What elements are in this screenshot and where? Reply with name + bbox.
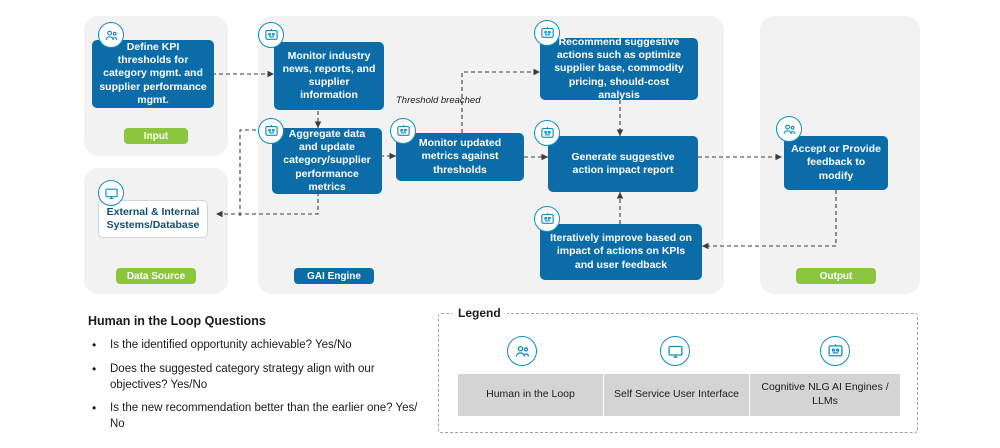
node-recommend-actions[interactable] [540, 38, 698, 100]
node-monitor-industry-label: Monitor industry news, reports, and supplier information [282, 49, 376, 102]
cognitive-ai-engine-icon [258, 22, 284, 48]
node-aggregate-data-label: Aggregate data and update category/supplier performance metrics [283, 128, 371, 193]
node-monitor-industry[interactable] [274, 42, 384, 110]
node-accept-feedback[interactable] [784, 136, 888, 190]
node-generate-report[interactable] [548, 136, 698, 192]
node-monitor-updated-metrics[interactable] [396, 133, 524, 181]
cognitive-ai-engine-icon-6 [534, 206, 560, 232]
node-iteratively-improve-label: Iteratively improve based on impact of actions on KPIs and user feedback [550, 232, 692, 271]
human-in-the-loop-icon [98, 22, 124, 48]
node-aggregate-data[interactable] [272, 128, 382, 194]
tag-input-label: Input [143, 130, 169, 142]
legend-label-ai: Cognitive NLG AI Engines / LLMs [750, 374, 900, 416]
cognitive-ai-engine-icon-5 [534, 120, 560, 146]
legend-label-ui: Self Service User Interface [604, 374, 750, 416]
hitl-question-2: Is the new recommendation better than the earlier one? Yes/ No [110, 402, 418, 430]
human-in-the-loop-icon-2 [776, 116, 802, 142]
tag-gai-engine [294, 268, 374, 284]
hitl-bullet-1: • [92, 362, 97, 376]
cognitive-ai-engine-icon-3 [390, 118, 416, 144]
legend-cognitive-ai-engine-icon [820, 336, 850, 366]
hitl-bullet-0: • [92, 338, 97, 352]
node-generate-report-label: Generate suggestive action impact report [571, 150, 675, 176]
node-external-systems-label: External & Internal Systems/Database [106, 205, 200, 231]
edge-label-threshold-breached: Threshold breached [396, 95, 481, 106]
tag-output-label: Output [819, 270, 853, 282]
hitl-title: Human in the Loop Questions [88, 314, 266, 328]
tag-data-source [116, 268, 196, 284]
tag-output [796, 268, 876, 284]
tag-input [124, 128, 188, 144]
legend-title: Legend [452, 306, 507, 320]
node-monitor-updated-metrics-label: Monitor updated metrics against thresholds [418, 137, 502, 176]
node-iteratively-improve[interactable] [540, 224, 702, 280]
node-define-kpi[interactable] [92, 40, 214, 108]
legend-label-human: Human in the Loop [458, 374, 604, 416]
node-external-systems[interactable] [98, 200, 208, 238]
node-recommend-actions-label: Recommend suggestive actions such as optimize supplier base, commodity pricing, should-cost analysis [554, 36, 684, 101]
node-accept-feedback-label: Accept or Provide feedback to modify [791, 143, 881, 182]
legend-human-in-the-loop-icon [507, 336, 537, 366]
hitl-question-0: Is the identified opportunity achievable? Yes/No [110, 339, 352, 351]
cognitive-ai-engine-icon-4 [534, 20, 560, 46]
cognitive-ai-engine-icon-2 [258, 118, 284, 144]
hitl-bullet-2: • [92, 401, 97, 415]
hitl-question-1: Does the suggested category strategy align with our objectives? Yes/No [110, 363, 375, 391]
legend-self-service-ui-icon [660, 336, 690, 366]
node-define-kpi-label: Define KPI thresholds for category mgmt. and supplier performance mgmt. [99, 41, 207, 106]
tag-gai-engine-label: GAI Engine [307, 270, 361, 282]
tag-data-source-label: Data Source [126, 270, 186, 282]
self-service-ui-icon [98, 180, 124, 206]
